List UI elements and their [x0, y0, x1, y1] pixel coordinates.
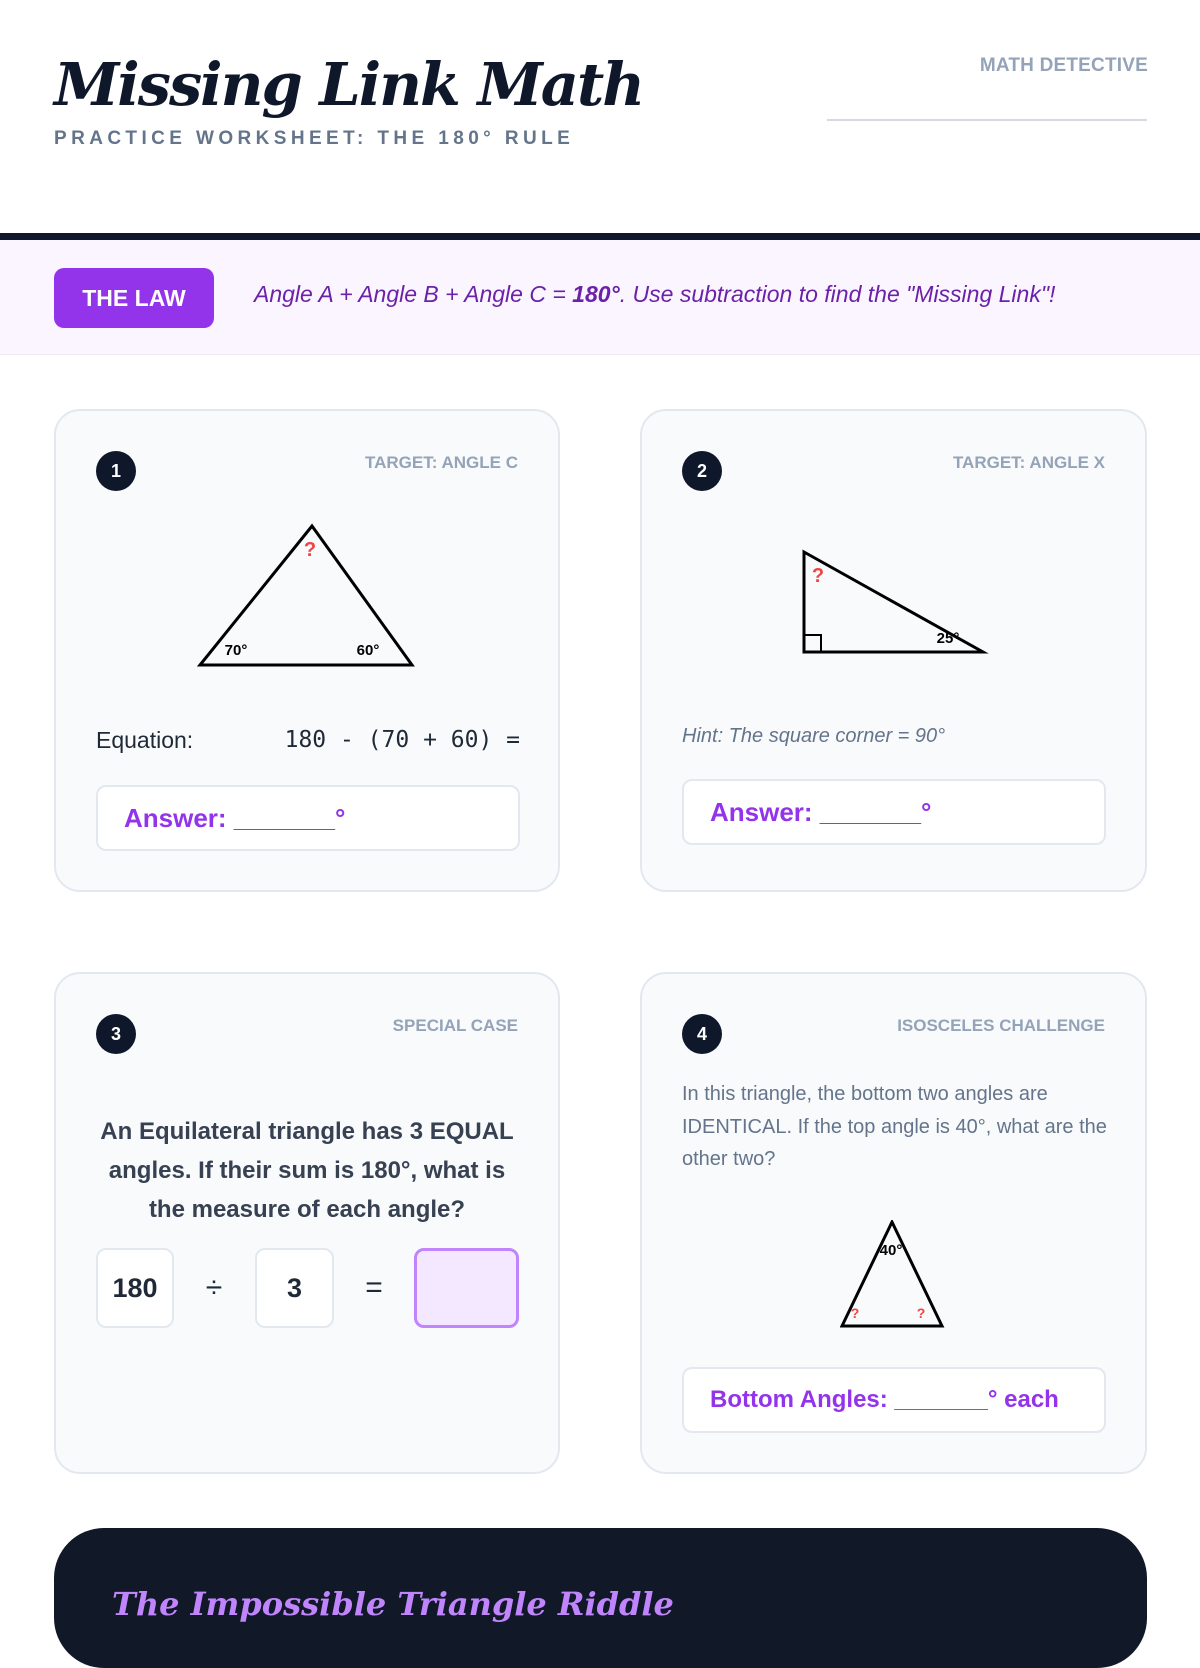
- problem-target-label: SPECIAL CASE: [392, 1016, 518, 1035]
- page-subtitle: PRACTICE WORKSHEET: THE 180° RULE: [54, 128, 575, 149]
- divisor-box: 3: [255, 1248, 334, 1328]
- angle-label-left: 70°: [224, 642, 248, 659]
- law-text-prefix: Angle A + Angle B + Angle C =: [254, 281, 573, 307]
- angle-label-left: ?: [850, 1305, 860, 1321]
- question-text: An Equilateral triangle has 3 EQUAL angles. If their sum is 180°, what is the measure of each angle?: [100, 1118, 514, 1223]
- problem-number-badge: 2: [682, 451, 722, 491]
- answer-field[interactable]: Answer: _______°: [682, 779, 1106, 845]
- law-banner: [0, 240, 1200, 355]
- angle-label-right: 25°: [936, 630, 960, 647]
- law-badge: THE LAW: [54, 268, 214, 328]
- divide-operator: ÷: [205, 1271, 223, 1304]
- equals-operator: =: [365, 1271, 383, 1304]
- hint-text: Hint: The square corner = 90°: [682, 725, 946, 747]
- problem-number-badge: 4: [682, 1014, 722, 1054]
- dividend-box: 180: [96, 1248, 174, 1328]
- problem-number-badge: 1: [96, 451, 136, 491]
- problem-description: In this triangle, the bottom two angles are IDENTICAL. If the top angle is 40°, what are the other two?: [682, 1083, 1107, 1170]
- problem-target-label: TARGET: ANGLE C: [365, 453, 518, 472]
- law-text-total: 180°: [572, 281, 620, 307]
- angle-label-right: 60°: [356, 642, 380, 659]
- problem-target-label: ISOSCELES CHALLENGE: [897, 1016, 1105, 1035]
- header-divider: [0, 233, 1200, 240]
- result-input-box[interactable]: [414, 1248, 519, 1328]
- equation-label: Equation:: [96, 727, 194, 753]
- riddle-title: The Impossible Triangle Riddle: [112, 1585, 674, 1623]
- answer-field[interactable]: Bottom Angles: _______° each: [682, 1367, 1106, 1433]
- worksheet-header: [0, 0, 1200, 231]
- riddle-section: [54, 1528, 1147, 1668]
- angle-label-top: ?: [811, 565, 825, 587]
- law-text: [254, 281, 1055, 308]
- page-title: Missing Link Math: [54, 50, 644, 119]
- law-text-suffix: . Use subtraction to find the "Missing Link"!: [619, 281, 1056, 307]
- problem-card-2: [640, 409, 1147, 892]
- problem-card-3: [54, 972, 560, 1474]
- triangle-diagram-2: [800, 548, 1000, 668]
- right-angle-marker: [804, 635, 821, 652]
- angle-label-top: ?: [303, 539, 317, 561]
- answer-field[interactable]: Answer: _______°: [96, 785, 520, 851]
- problem-card-4: [640, 972, 1147, 1474]
- triangle-diagram-4: [840, 1220, 950, 1332]
- equation-expression: 180 - (70 + 60) =: [284, 727, 520, 753]
- detective-name-label: MATH DETECTIVE: [979, 55, 1148, 76]
- problem-number-badge: 3: [96, 1014, 136, 1054]
- angle-label-right: ?: [916, 1305, 926, 1321]
- problem-target-label: TARGET: ANGLE X: [952, 453, 1105, 472]
- detective-name-field[interactable]: [827, 119, 1147, 121]
- triangle-diagram-1: [196, 522, 436, 672]
- angle-label-top: 40°: [879, 1242, 903, 1259]
- problem-card-1: [54, 409, 560, 892]
